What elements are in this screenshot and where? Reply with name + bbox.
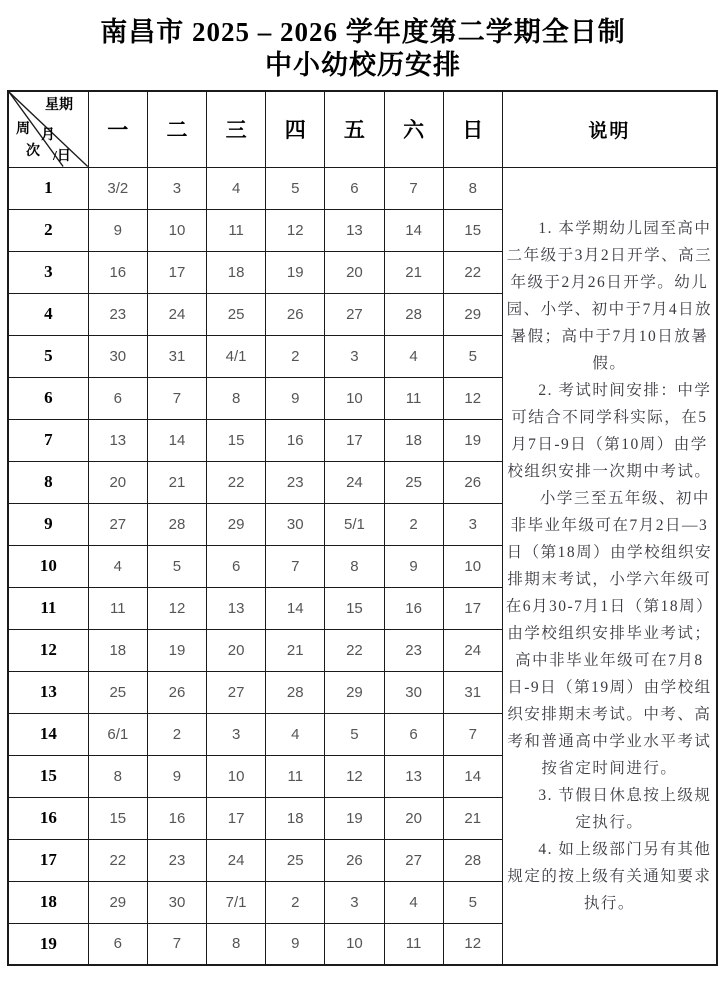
date-cell: 4 <box>207 167 266 209</box>
week-number-cell: 5 <box>8 335 88 377</box>
table-header-row <box>8 91 717 167</box>
date-cell: 24 <box>443 629 502 671</box>
date-cell: 21 <box>147 461 206 503</box>
date-cell: 22 <box>325 629 384 671</box>
date-cell: 8 <box>325 545 384 587</box>
date-cell: 7 <box>443 713 502 755</box>
date-cell: 4 <box>266 713 325 755</box>
date-cell: 27 <box>325 293 384 335</box>
date-cell: 31 <box>443 671 502 713</box>
date-cell: 17 <box>443 587 502 629</box>
date-cell: 2 <box>384 503 443 545</box>
title-line-1: 南昌市 2025 – 2026 学年度第二学期全日制 <box>100 17 626 47</box>
date-cell: 16 <box>147 797 206 839</box>
date-cell: 20 <box>88 461 147 503</box>
date-cell: 8 <box>207 377 266 419</box>
date-cell: 15 <box>325 587 384 629</box>
date-cell: 26 <box>443 461 502 503</box>
date-cell: 5 <box>147 545 206 587</box>
date-cell: 8 <box>88 755 147 797</box>
date-cell: 14 <box>147 419 206 461</box>
date-cell: 20 <box>207 629 266 671</box>
date-cell: 10 <box>147 209 206 251</box>
weekday-header: 一 <box>88 91 147 167</box>
date-cell: 30 <box>147 881 206 923</box>
date-cell: 28 <box>443 839 502 881</box>
date-cell: 5 <box>443 335 502 377</box>
date-cell: 11 <box>384 923 443 965</box>
notes-column-header: 说明 <box>502 91 717 167</box>
date-cell: 28 <box>147 503 206 545</box>
week-number-cell: 19 <box>8 923 88 965</box>
date-cell: 29 <box>443 293 502 335</box>
week-number-cell: 9 <box>8 503 88 545</box>
week-number-cell: 11 <box>8 587 88 629</box>
date-cell: 25 <box>207 293 266 335</box>
date-cell: 21 <box>443 797 502 839</box>
date-cell: 13 <box>88 419 147 461</box>
date-cell: 12 <box>266 209 325 251</box>
date-cell: 8 <box>207 923 266 965</box>
date-cell: 7/1 <box>207 881 266 923</box>
date-cell: 6/1 <box>88 713 147 755</box>
date-cell: 19 <box>266 251 325 293</box>
week-number-cell: 16 <box>8 797 88 839</box>
date-cell: 14 <box>443 755 502 797</box>
date-cell: 3 <box>147 167 206 209</box>
date-cell: 4 <box>384 335 443 377</box>
date-cell: 9 <box>384 545 443 587</box>
corner-day-label: /日 <box>53 149 71 164</box>
date-cell: 30 <box>266 503 325 545</box>
week-number-cell: 14 <box>8 713 88 755</box>
weekday-header: 三 <box>207 91 266 167</box>
week-number-cell: 18 <box>8 881 88 923</box>
date-cell: 10 <box>443 545 502 587</box>
date-cell: 9 <box>88 209 147 251</box>
notes-paragraph: 2. 考试时间安排：中学可结合不同学科实际，在5月7日-9日（第10周）由学校组织安排一次期中考试。 <box>507 381 712 480</box>
date-cell: 5 <box>443 881 502 923</box>
date-cell: 25 <box>88 671 147 713</box>
date-cell: 12 <box>443 923 502 965</box>
date-cell: 7 <box>147 923 206 965</box>
date-cell: 26 <box>147 671 206 713</box>
date-cell: 17 <box>147 251 206 293</box>
date-cell: 22 <box>207 461 266 503</box>
date-cell: 15 <box>443 209 502 251</box>
date-cell: 7 <box>384 167 443 209</box>
school-calendar-table <box>7 90 718 966</box>
date-cell: 22 <box>443 251 502 293</box>
date-cell: 2 <box>266 335 325 377</box>
notes-paragraph: 1. 本学期幼儿园至高中二年级于3月2日开学、高三年级于2月26日开学。幼儿园、小学、初中于7月4日放暑假；高中于7月10日放暑假。 <box>506 219 713 372</box>
date-cell: 26 <box>325 839 384 881</box>
date-cell: 23 <box>384 629 443 671</box>
date-cell: 16 <box>384 587 443 629</box>
corner-month-label: 月 <box>41 128 55 143</box>
date-cell: 17 <box>207 797 266 839</box>
date-cell: 12 <box>443 377 502 419</box>
week-number-cell: 7 <box>8 419 88 461</box>
date-cell: 22 <box>88 839 147 881</box>
date-cell: 27 <box>207 671 266 713</box>
date-cell: 4 <box>88 545 147 587</box>
week-number-cell: 13 <box>8 671 88 713</box>
date-cell: 6 <box>325 167 384 209</box>
date-cell: 24 <box>325 461 384 503</box>
date-cell: 4 <box>384 881 443 923</box>
date-cell: 9 <box>266 923 325 965</box>
notes-paragraph: 4. 如上级部门另有其他规定的按上级有关通知要求执行。 <box>507 840 712 912</box>
date-cell: 2 <box>266 881 325 923</box>
date-cell: 3 <box>443 503 502 545</box>
date-cell: 26 <box>266 293 325 335</box>
date-cell: 3 <box>325 881 384 923</box>
date-cell: 11 <box>266 755 325 797</box>
corner-weekday-label: 星期 <box>45 98 73 113</box>
date-cell: 13 <box>207 587 266 629</box>
notes-cell <box>502 167 717 965</box>
date-cell: 21 <box>266 629 325 671</box>
notes-paragraph: 小学三至五年级、初中非毕业年级可在7月2日—3日（第18周）由学校组织安排期末考试，小学六年级可在6月30-7月1日（第18周）由学校组织安排毕业考试；高中非毕业年级可在7月8日-9日（第19周）由学校组织安排期末考试。中考、高考和普通高中学业水平考试按省定时间进行。 <box>505 489 714 777</box>
date-cell: 5 <box>325 713 384 755</box>
week-number-cell: 8 <box>8 461 88 503</box>
date-cell: 25 <box>384 461 443 503</box>
date-cell: 13 <box>384 755 443 797</box>
date-cell: 18 <box>266 797 325 839</box>
weekday-header: 二 <box>147 91 206 167</box>
date-cell: 25 <box>266 839 325 881</box>
date-cell: 18 <box>384 419 443 461</box>
date-cell: 16 <box>88 251 147 293</box>
date-cell: 6 <box>207 545 266 587</box>
date-cell: 24 <box>147 293 206 335</box>
date-cell: 6 <box>384 713 443 755</box>
week-number-cell: 2 <box>8 209 88 251</box>
date-cell: 23 <box>88 293 147 335</box>
date-cell: 23 <box>266 461 325 503</box>
date-cell: 3 <box>207 713 266 755</box>
date-cell: 29 <box>88 881 147 923</box>
date-cell: 2 <box>147 713 206 755</box>
week-number-cell: 1 <box>8 167 88 209</box>
week-number-cell: 4 <box>8 293 88 335</box>
date-cell: 28 <box>266 671 325 713</box>
notes-paragraph: 3. 节假日休息按上级规定执行。 <box>538 786 712 831</box>
date-cell: 10 <box>325 377 384 419</box>
date-cell: 30 <box>384 671 443 713</box>
date-cell: 7 <box>147 377 206 419</box>
date-cell: 17 <box>325 419 384 461</box>
date-cell: 27 <box>384 839 443 881</box>
date-cell: 9 <box>266 377 325 419</box>
date-cell: 6 <box>88 377 147 419</box>
date-cell: 14 <box>266 587 325 629</box>
date-cell: 20 <box>325 251 384 293</box>
week-number-cell: 6 <box>8 377 88 419</box>
date-cell: 18 <box>88 629 147 671</box>
week-number-cell: 12 <box>8 629 88 671</box>
date-cell: 7 <box>266 545 325 587</box>
date-cell: 5 <box>266 167 325 209</box>
date-cell: 10 <box>207 755 266 797</box>
date-cell: 12 <box>325 755 384 797</box>
date-cell: 16 <box>266 419 325 461</box>
date-cell: 5/1 <box>325 503 384 545</box>
date-cell: 11 <box>384 377 443 419</box>
date-cell: 23 <box>147 839 206 881</box>
date-cell: 12 <box>147 587 206 629</box>
title-line-2: 中小幼校历安排 <box>265 50 461 80</box>
weekday-header: 日 <box>443 91 502 167</box>
date-cell: 15 <box>88 797 147 839</box>
date-cell: 29 <box>207 503 266 545</box>
date-cell: 6 <box>88 923 147 965</box>
weekday-header: 六 <box>384 91 443 167</box>
date-cell: 29 <box>325 671 384 713</box>
week-number-cell: 15 <box>8 755 88 797</box>
date-cell: 19 <box>325 797 384 839</box>
page-title <box>0 16 726 82</box>
date-cell: 28 <box>384 293 443 335</box>
date-cell: 14 <box>384 209 443 251</box>
date-cell: 30 <box>88 335 147 377</box>
date-cell: 20 <box>384 797 443 839</box>
date-cell: 31 <box>147 335 206 377</box>
date-cell: 3/2 <box>88 167 147 209</box>
date-cell: 8 <box>443 167 502 209</box>
date-cell: 3 <box>325 335 384 377</box>
corner-week-label-char2: 次 <box>26 144 40 159</box>
weekday-header: 四 <box>266 91 325 167</box>
date-cell: 10 <box>325 923 384 965</box>
date-cell: 19 <box>443 419 502 461</box>
week-number-cell: 17 <box>8 839 88 881</box>
week-number-cell: 10 <box>8 545 88 587</box>
date-cell: 11 <box>88 587 147 629</box>
date-cell: 4/1 <box>207 335 266 377</box>
date-cell: 19 <box>147 629 206 671</box>
date-cell: 11 <box>207 209 266 251</box>
date-cell: 15 <box>207 419 266 461</box>
corner-header-cell <box>8 91 88 167</box>
date-cell: 18 <box>207 251 266 293</box>
date-cell: 9 <box>147 755 206 797</box>
corner-week-label-char1: 周 <box>16 122 30 137</box>
weekday-header: 五 <box>325 91 384 167</box>
date-cell: 27 <box>88 503 147 545</box>
calendar-week-row <box>8 167 717 209</box>
date-cell: 21 <box>384 251 443 293</box>
date-cell: 24 <box>207 839 266 881</box>
date-cell: 13 <box>325 209 384 251</box>
week-number-cell: 3 <box>8 251 88 293</box>
